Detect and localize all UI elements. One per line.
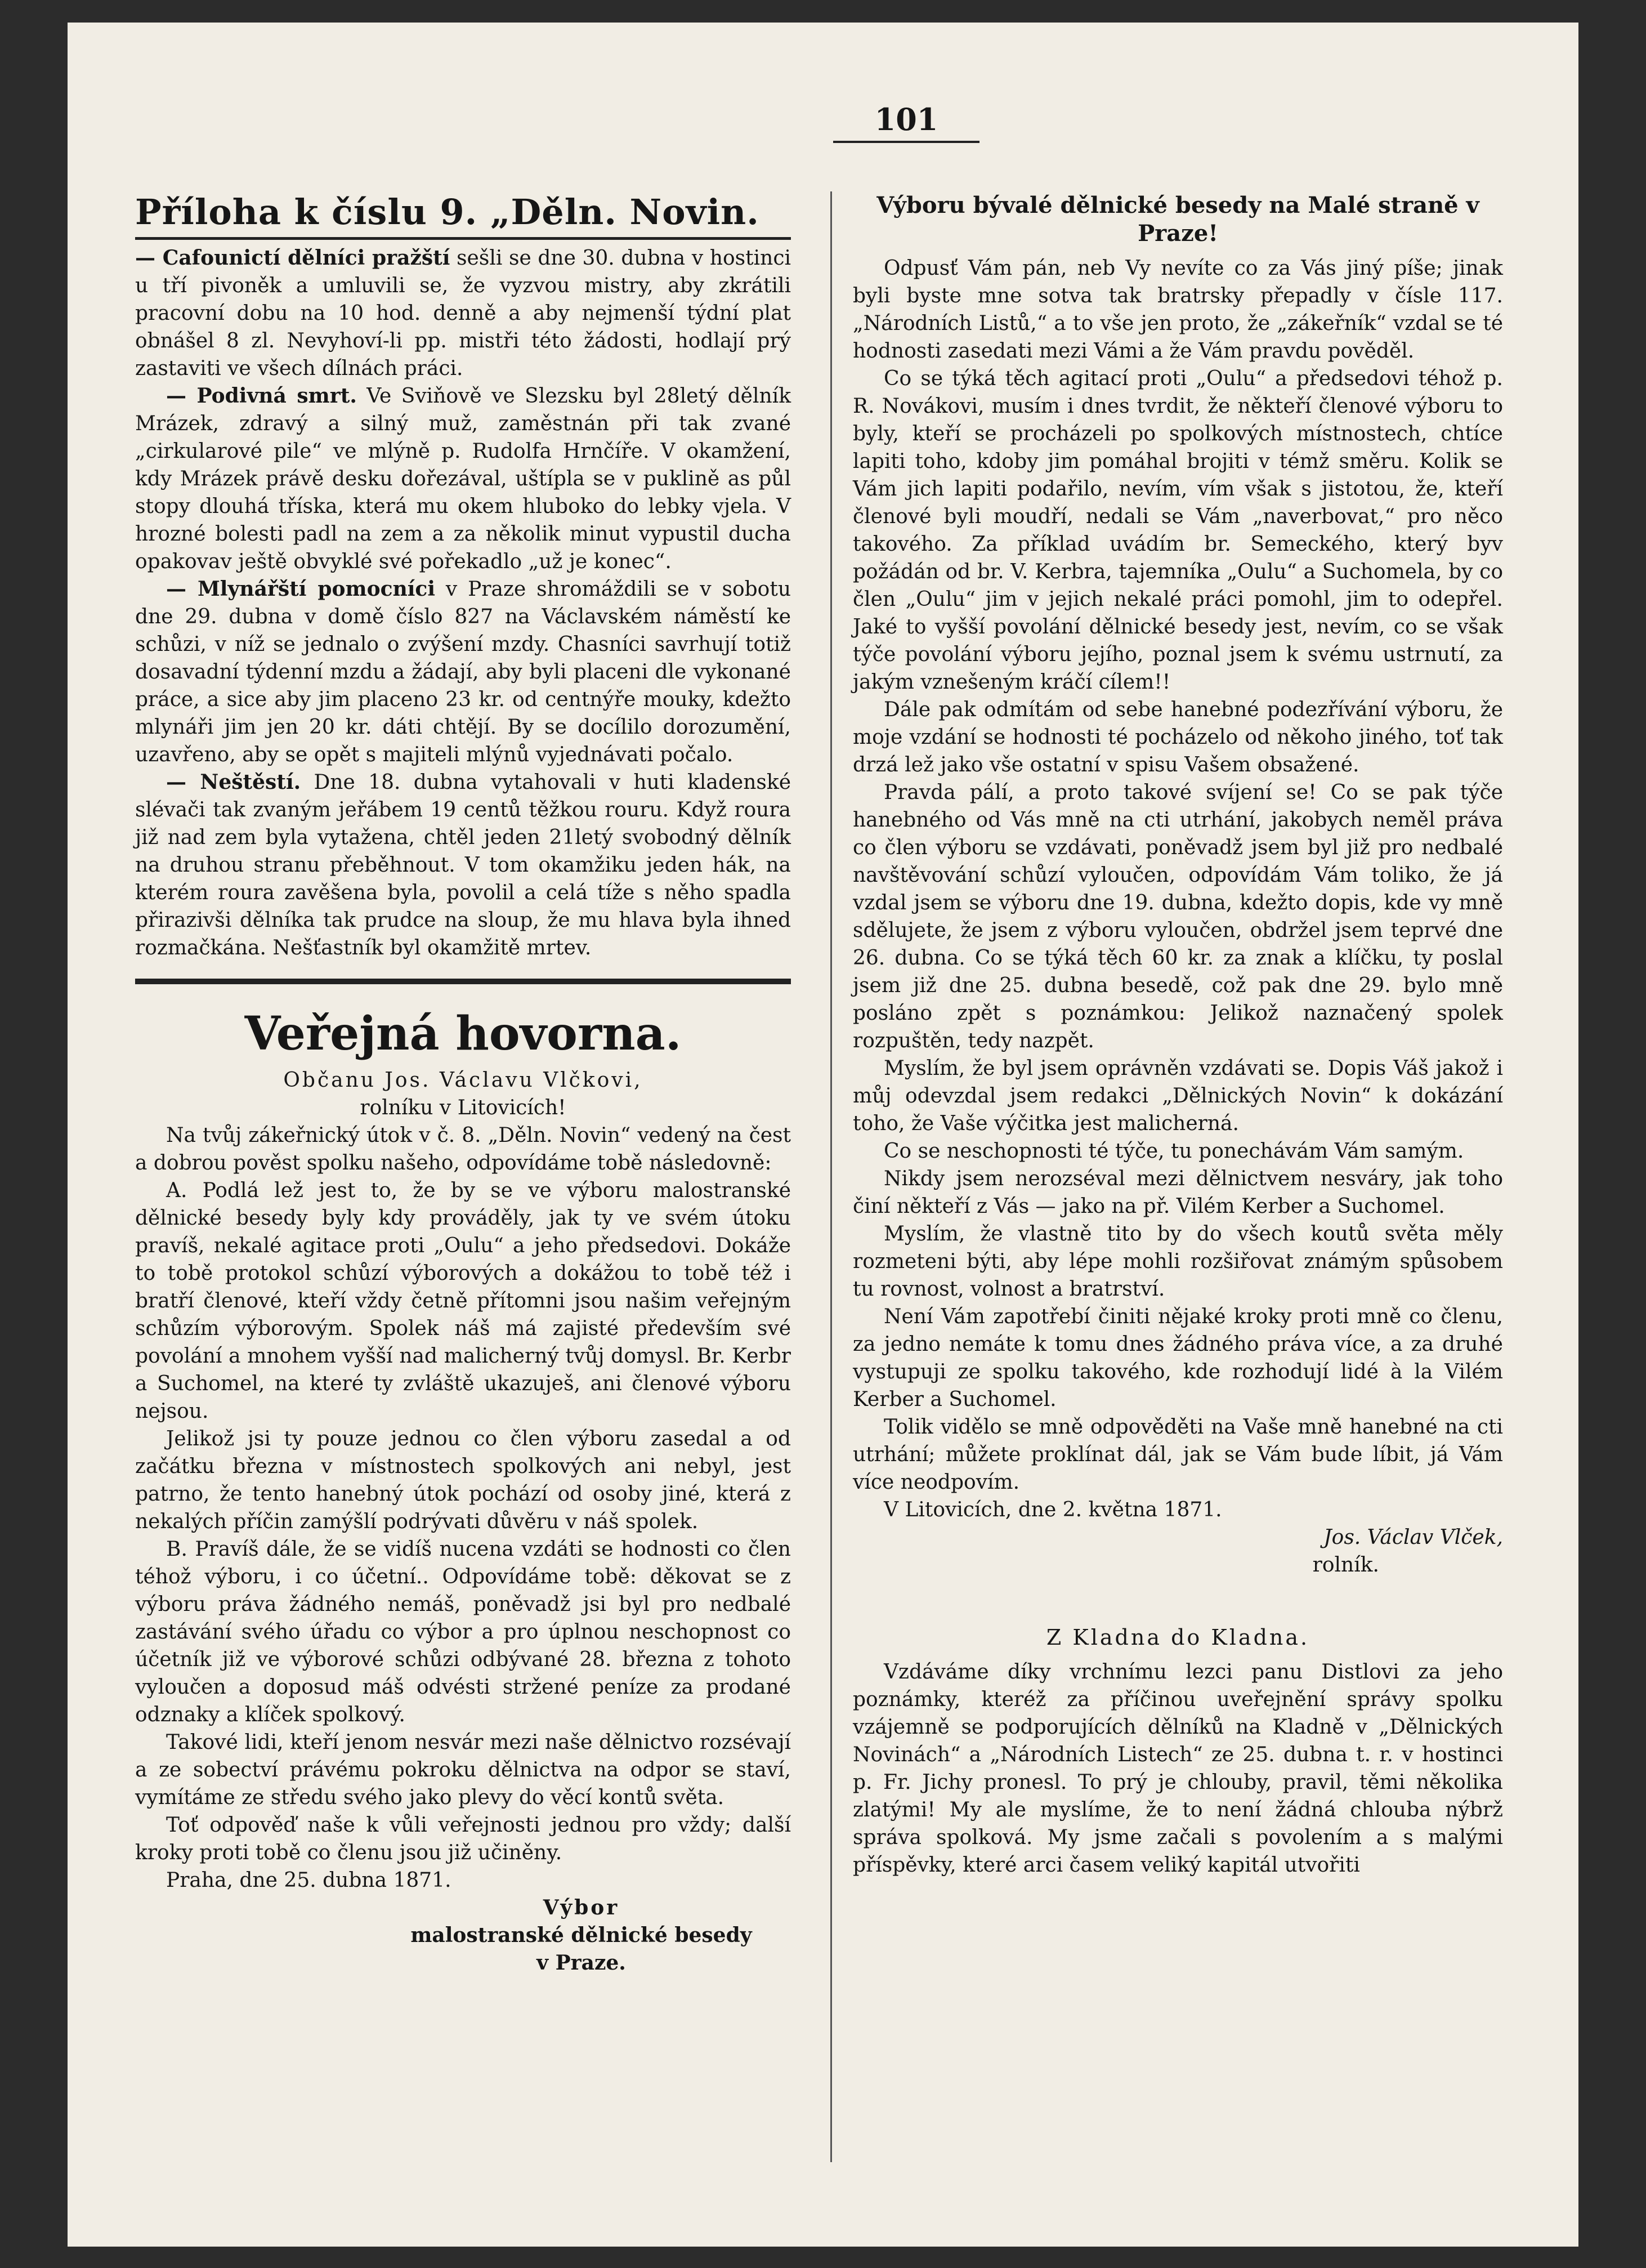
dateline: V Litovicích, dne 2. května 1871. xyxy=(884,1498,1222,1521)
page-number: 101 xyxy=(833,101,979,143)
signature-role: rolník. xyxy=(1312,1553,1379,1577)
addressee-line: Občanu Jos. Václavu Vlčkovi, xyxy=(283,1069,643,1092)
news-text: Dne 18. dubna vytahovali v huti kladenské slévači tak zvaným jeřábem 19 centů těžkou rouru. Když roura již nad zem byla vytažena, chtěl jeden 21letý svobodný dělník na druhou stranu přeběhnout. V tom okamžiku jeden hák, na kterém roura zavěšena byla, povolil a celá tíže s něho spadla přirazivši dělníka tak prudce na sloup, že mu hlava byla ihned rozmačkána. Nešťastník byl okamžitě mrtev. xyxy=(135,771,791,959)
signature: v Praze. xyxy=(536,1951,626,1975)
addressee-line: rolníku v Litovicích! xyxy=(360,1096,566,1119)
signature: Výbor xyxy=(543,1896,620,1919)
letter-title: Výboru bývalé dělnické besedy na Malé straně v Praze! xyxy=(876,192,1479,247)
news-lead: — Mlynářští pomocníci xyxy=(166,577,436,601)
news-item xyxy=(135,769,791,962)
news-item xyxy=(135,382,791,575)
letter-paragraph: Tolik vidělo se mně odpověděti na Vaše mně hanebné na cti utrhání; můžete proklínat dál, jak se Vám bude líbit, já Vám více neodpovím. xyxy=(853,1416,1503,1494)
letter-paragraph: Myslím, že vlastně tito by do všech koutů světa měly rozmeteni býti, aby lépe mohli rozšiřovat známým spůsobem tu rovnost, volnost a bratrství. xyxy=(853,1222,1503,1301)
title-rule xyxy=(135,237,791,240)
letter-paragraph: Pravda pálí, a proto takové svíjení se! Co se pak týče hanebného od Vás mně na cti utrhání, jakobych neměl práva co člen výboru se vzdávati, poněvadž jsem byl již pro nedbalé navštěvování schůzí vyloučen, odpovídám Vám toliko, že já vzdal jsem se výboru dne 19. dubna, kdežto dopis, kde vy mně sdělujete, že jsem z výboru vyloučen, obdržel jsem teprvé dne 26. dubna. Co se týká těch 60 kr. za znak a klíčku, ty poslal jsem již dne 25. dubna besedě, což pak dne 29. bylo mně posláno zpět s poznámkou: Jelikož naznačený spolek rozpuštěn, tedy nazpět. xyxy=(853,781,1503,1052)
news-lead: — Cafounictí dělníci pražští xyxy=(135,246,450,270)
news-item xyxy=(135,575,791,769)
news-text: v Praze shromáždili se v sobotu dne 29. dubna v domě číslo 827 na Václavském náměstí ke schůzi, v níž se jednalo o zvýšení mzdy. Chasníci savrhují totiž dosavadní týdenní mzdu a žádají, aby byli placeni dle vykonané práce, a sice aby jim placeno 23 kr. od centnýře mouky, kdežto mlynáři jim jen 20 kr. dáti chtějí. By se docílilo dorozumění, uzavřeno, aby se opět s majiteli mlýnů vyjednávati počalo. xyxy=(135,578,791,766)
section-heading: Veřejná hovorna. xyxy=(244,1007,682,1061)
right-column xyxy=(853,191,1503,1879)
letter-paragraph: Odpusť Vám pán, neb Vy nevíte co za Vás jiný píše; jinak byli byste mne sotva tak bratrsky přepadly v čísle 117. „Národních Listů,“ a to vše jen proto, že „zákeřník“ vzdal se té hodnosti zasedati mezi Vámi a že Vám pravdu pověděl. xyxy=(853,257,1503,363)
left-column xyxy=(135,191,791,1977)
kladno-heading: Z Kladna do Kladna. xyxy=(1046,1625,1310,1650)
news-text: Ve Sviňově ve Slezsku byl 28letý dělník Mrázek, zdravý a silný muž, zaměstnán při tak zvané „cirkularové pile“ ve mlýně p. Rudolfa Hrnčíře. V okamžení, kdy Mrázek právě desku dořezával, uštípla se v puklině as půl stopy dlouhá tříska, která mu okem hluboko do lebky vjela. V hrozné bolesti padl na zem a za několik minut vypustil ducha opakovav ještě obvyklé své pořekadlo „už je konec“. xyxy=(135,385,791,573)
letter-paragraph: Myslím, že byl jsem oprávněn vzdávati se. Dopis Váš jakož i můj odevzdal jsem redakci „Dělnických Novin“ k dokázání toho, že Vaše výčitka jest malicherná. xyxy=(853,1057,1503,1135)
letter-paragraph: Není Vám zapotřebí činiti nějaké kroky proti mně co členu, za jedno nemáte k tomu dnes žádného práva více, a za druhé vystupuji ze spolku takového, kde rozhodují lidé à la Vilém Kerber a Suchomel. xyxy=(853,1305,1503,1411)
letter-paragraph: Co se týká těch agitací proti „Oulu“ a předsedovi téhož p. R. Novákovi, musím i dnes tvrdit, že někteří členové výboru to byly, kteří se procházeli po spolkových místnostech, chtíce lapiti toho, kdoby jim pomáhal brojiti v témž směru. Kolik se Vám jich lapiti podařilo, nevím, vím však s jistotou, že, kteří členové byli moudří, nedali se Vám „naverbovat,“ pro něco takového. Za příklad uvádím br. Semeckého, který byv požádán od br. V. Kerbra, tajemníka „Oulu“ a Suchomela, by co člen „Oulu“ jim v jejich nekalé práci pomohl, jim to odepřel. Jaké to vyšší povolání dělnické besedy jest, nevím, co se však týče povolání výboru jejího, poznal jsem k svému ustrnutí, za jakým vznešeným kráčí cílem!! xyxy=(853,367,1503,694)
news-lead: — Neštěstí. xyxy=(166,770,301,794)
signature-name: Jos. Václav Vlček, xyxy=(1323,1526,1503,1549)
letter-paragraph: Na tvůj zákeřnický útok v č. 8. „Děln. Novin“ vedený na čest a dobrou pověst spolku našeho, odpovídáme tobě následovně: xyxy=(135,1124,791,1175)
dateline: Praha, dne 25. dubna 1871. xyxy=(166,1869,451,1892)
signature: malostranské dělnické besedy xyxy=(410,1923,752,1947)
letter-paragraph: A. Podlá lež jest to, že by se ve výboru malostranské dělnické besedy byly kdy prováděly, jak ty ve svém útoku pravíš, nekalé agitace proti „Oulu“ a jeho předsedovi. Dokáže to tobě protokol schůzí výborových a dokážou to tobě též i bratří členové, kteří vždy četně přítomni jsou našim veřejným schůzím výborovým. Spolek náš má zajisté především své povolání a mnohem vyšší nad malicherný tvůj domysl. Br. Kerbr a Suchomel, na které ty zvláště ukazuješ, ani členové výboru nejsou. xyxy=(135,1179,791,1423)
letter-paragraph: Takové lidi, kteří jenom nesvár mezi naše dělnictvo rozsévají a ze sobectví právému pokroku dělnictva na odpor se staví, vymítáme ze středu svého jako plevy do věcí kontů světa. xyxy=(135,1731,791,1809)
letter-paragraph: Dále pak odmítám od sebe hanebné podezřívání výboru, že moje vzdání se hodnosti té pocházelo od někoho jiného, toť tak drzá lež jako vše ostatní v spisu Vašem obsažené. xyxy=(853,698,1503,776)
supplement-title: Příloha k číslu 9. „Děln. Novin. xyxy=(135,191,759,233)
letter-paragraph: Co se neschopnosti té týče, tu ponechávám Vám samým. xyxy=(884,1140,1464,1163)
column-divider xyxy=(830,191,832,2162)
news-item xyxy=(135,244,791,382)
letter-paragraph: Jelikož jsi ty pouze jednou co člen výboru zasedal a od začátku března v místnostech spolkových ani nebyl, jest patrno, že tento hanebný útok pochází od osoby jiné, která z nekalých příčin zamýšlí podrývati důvěru v náš spolek. xyxy=(135,1427,791,1533)
kladno-paragraph: Vzdáváme díky vrchnímu lezci panu Distlovi za jeho poznámky, kteréž za příčinou uveřejnění správy spolku vzájemně se podporujících dělníků na Kladně v „Dělnických Novinách“ a „Národních Listech“ ze 25. dubna t. r. v hostinci p. Fr. Jichy pronesl. To prý je chlouby, pravil, těmi několika zlatými! My ale myslíme, že to není žádná chlouba nýbrž správa spolková. My jsme začali s povolením a s malými příspěvky, které arci časem veliký kapitál utvořiti xyxy=(853,1660,1503,1877)
news-text: sešli se dne 30. dubna v hostinci u tří pivoněk a umluvili se, že vyzvou mistry, aby zkrátili pracovní dobu na 10 hod. denně a aby nejmenší týdní plat obnášel 8 zl. Nevyhoví-li pp. mistři této žádosti, hodlají prý zastaviti ve všech dílnách práci. xyxy=(135,247,791,380)
letter-paragraph: Toť odpověď naše k vůli veřejnosti jednou pro vždy; další kroky proti tobě co členu jsou již učiněny. xyxy=(135,1814,791,1864)
news-lead: — Podivná smrt. xyxy=(166,384,357,408)
letter-paragraph: B. Pravíš dále, že se vidíš nucena vzdáti se hodnosti co člen téhož výboru, i co účetní.. Odpovídáme tobě: děkovat se z výboru práva žádného nemáš, poněvadž jsi byl pro nedbalé zastávání svého úřadu co výbor a pro úplnou neschopnost co účetník již ve výborové schůzi odbývané 28. března z tohoto vyloučen a doposud máš odvésti stržené peníze za prodané odznaky a klíček spolkový. xyxy=(135,1538,791,1726)
newspaper-page xyxy=(68,23,1578,2247)
section-divider xyxy=(135,979,791,984)
letter-paragraph: Nikdy jsem nerozséval mezi dělnictvem nesváry, jak toho činí někteří z Vás — jako na př. Vilém Kerber a Suchomel. xyxy=(853,1167,1503,1218)
